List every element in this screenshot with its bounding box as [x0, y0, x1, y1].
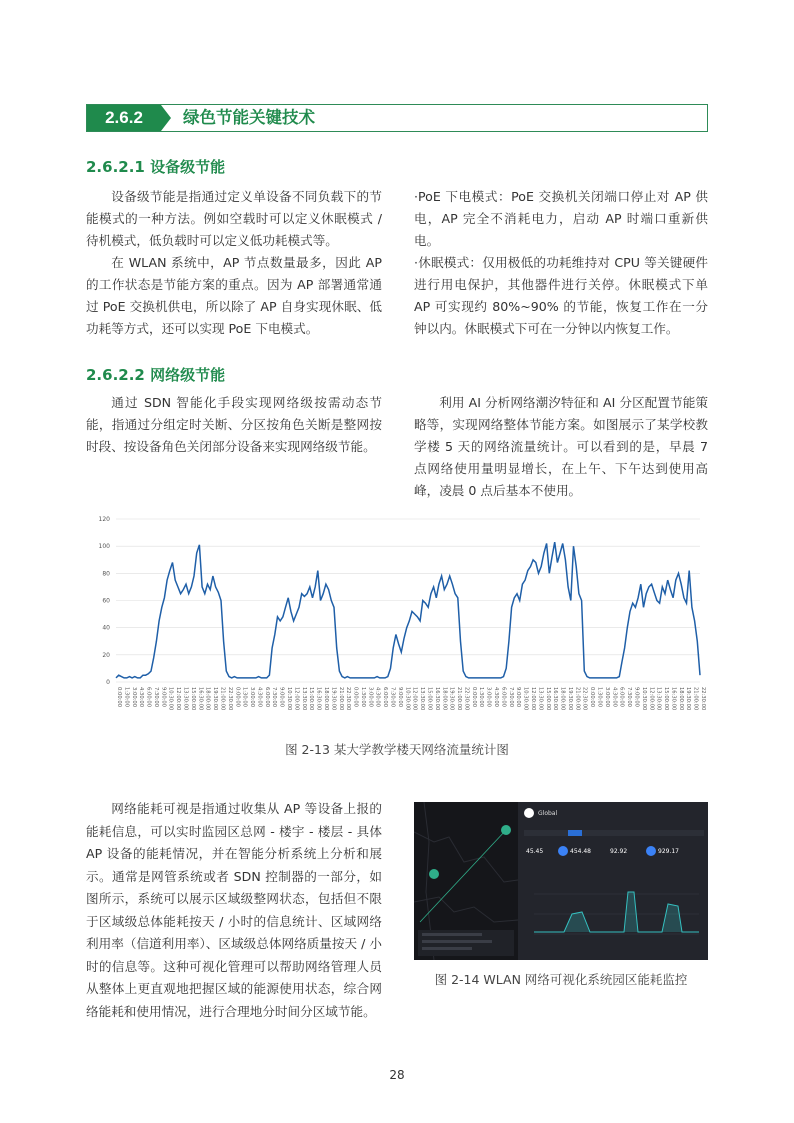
x-tick-label: 18:00:00 — [322, 687, 329, 711]
stat-4: 929.17 — [658, 848, 679, 855]
stat-icon — [646, 846, 656, 856]
logo-icon — [524, 808, 534, 818]
y-tick-label: 80 — [102, 570, 110, 578]
section-heading — [86, 104, 708, 132]
device-left-column — [86, 186, 382, 340]
series-line — [116, 542, 700, 678]
visualization-paragraph — [86, 798, 382, 1023]
x-tick-label: 19:30:00 — [566, 687, 573, 711]
x-tick-label: 13:30:00 — [419, 687, 426, 711]
x-tick-label: 4:30:00 — [256, 687, 263, 707]
x-tick-label: 7:30:00 — [152, 687, 159, 707]
x-tick-label: 0:00:00 — [470, 687, 477, 707]
x-tick-label: 9:00:00 — [515, 687, 522, 707]
x-tick-label: 16:30:00 — [670, 687, 677, 711]
x-tick-label: 12:00:00 — [411, 687, 418, 711]
x-tick-label: 10:30:00 — [167, 687, 174, 711]
x-tick-label: 22:30:00 — [700, 687, 706, 711]
paragraph: 网络能耗可视是指通过收集从 AP 等设备上报的能耗信息，可以实时监园区总网 - 楼宇 - 楼层 - 具体 AP 设备的能耗情况，并在智能分析系统上分析和展示。通常是网管系统或者 SDN 控制器的一部分，如图所示，系统可以展示区域级整网状态，包括但不限于区域级总体能耗按天 / 小时的信息统计、区域网络利用率（信道利用率）、区域级总体网络质量按天 / 小时的信息等。这种可视化管理可以帮助网络管理人员从整体上更直观地把握区域的能源使用状态，综合网络能耗和使用情况，进行合理地分时间分区域节能。 — [86, 801, 382, 1019]
network-left-column — [86, 392, 382, 458]
paragraph: 利用 AI 分析网络潮汐特征和 AI 分区配置节能策略等，实现网络整体节能方案。如图展示了某学校教学楼 5 天的网络流量统计。可以看到的是，早晨 7 点网络使用量明显增长，在上午、下午达到使用高峰，凌晨 0 点后基本不使用。 — [414, 395, 708, 498]
x-tick-label: 4:30:00 — [493, 687, 500, 707]
x-tick-label: 7:30:00 — [389, 687, 396, 707]
x-tick-label: 6:00:00 — [382, 687, 389, 707]
x-tick-label: 21:00:00 — [219, 687, 226, 711]
x-tick-label: 16:30:00 — [433, 687, 440, 711]
figure-14-caption: 图 2-14 WLAN 网络可视化系统园区能耗监控 — [434, 972, 688, 987]
x-tick-label: 10:30:00 — [286, 687, 293, 711]
x-tick-label: 18:00:00 — [441, 687, 448, 711]
y-tick-label: 100 — [98, 543, 110, 551]
x-tick-label: 22:30:00 — [463, 687, 470, 711]
x-tick-label: 10:30:00 — [404, 687, 411, 711]
map-node-icon — [501, 825, 511, 835]
subsection-title-network: 2.6.2.2 网络级节能 — [86, 366, 226, 384]
stat-icon — [558, 846, 568, 856]
map-node-icon — [429, 869, 439, 879]
x-tick-label: 3:00:00 — [249, 687, 256, 707]
y-tick-label: 40 — [102, 624, 110, 632]
section-number: 2.6.2 — [87, 105, 161, 131]
x-tick-label: 3:00:00 — [603, 687, 610, 707]
x-tick-label: 18:00:00 — [559, 687, 566, 711]
x-tick-label: 4:30:00 — [374, 687, 381, 707]
x-tick-label: 1:30:00 — [241, 687, 248, 707]
x-tick-label: 22:30:00 — [345, 687, 352, 711]
map-graphic — [414, 802, 518, 960]
x-tick-label: 18:00:00 — [677, 687, 684, 711]
x-tick-label: 3:00:00 — [485, 687, 492, 707]
x-tick-label: 4:30:00 — [611, 687, 618, 707]
x-tick-label: 12:00:00 — [293, 687, 300, 711]
x-tick-label: 15:00:00 — [544, 687, 551, 711]
y-tick-label: 20 — [102, 651, 110, 659]
x-tick-label: 7:30:00 — [507, 687, 514, 707]
x-tick-label: 0:00:00 — [116, 687, 122, 707]
active-tab[interactable] — [568, 830, 582, 836]
x-tick-label: 0:00:00 — [352, 687, 359, 707]
network-right-column — [414, 392, 708, 502]
x-tick-label: 6:00:00 — [500, 687, 507, 707]
section-title: 绿色节能关键技术 — [183, 108, 315, 127]
x-tick-label: 21:00:00 — [574, 687, 581, 711]
stat-3: 92.92 — [610, 848, 628, 855]
x-tick-label: 13:30:00 — [300, 687, 307, 711]
x-tick-label: 15:00:00 — [426, 687, 433, 711]
x-tick-label: 15:00:00 — [189, 687, 196, 711]
y-tick-label: 0 — [106, 679, 110, 686]
x-tick-label: 9:00:00 — [160, 687, 167, 707]
x-tick-label: 0:00:00 — [589, 687, 596, 707]
x-tick-label: 9:00:00 — [278, 687, 285, 707]
x-tick-label: 1:30:00 — [596, 687, 603, 707]
y-tick-label: 60 — [102, 597, 110, 605]
device-right-column — [414, 186, 708, 340]
figure-13-caption: 图 2-13 某大学教学楼天网络流量统计图 — [285, 742, 509, 757]
x-tick-label: 0:00:00 — [234, 687, 241, 707]
x-tick-label: 15:00:00 — [663, 687, 670, 711]
x-tick-label: 1:30:00 — [359, 687, 366, 707]
traffic-chart — [86, 497, 708, 735]
x-tick-label: 6:00:00 — [145, 687, 152, 707]
x-tick-label: 22:30:00 — [581, 687, 588, 711]
dashboard-map — [414, 802, 518, 960]
x-tick-label: 13:30:00 — [537, 687, 544, 711]
x-tick-label: 16:30:00 — [552, 687, 559, 711]
stat-2: 454.48 — [570, 848, 591, 855]
x-tick-label: 13:30:00 — [182, 687, 189, 711]
x-tick-label: 7:30:00 — [626, 687, 633, 707]
x-tick-label: 16:30:00 — [197, 687, 204, 711]
y-tick-label: 120 — [98, 516, 110, 523]
x-tick-label: 19:30:00 — [448, 687, 455, 711]
subsection-title-device: 2.6.2.1 设备级节能 — [86, 158, 226, 176]
x-tick-label: 1:30:00 — [123, 687, 130, 707]
x-tick-label: 9:00:00 — [396, 687, 403, 707]
page-number: 28 — [389, 1068, 405, 1082]
x-tick-label: 7:30:00 — [271, 687, 278, 707]
x-tick-label: 3:00:00 — [130, 687, 137, 707]
dashboard-mini-chart — [524, 874, 704, 944]
paragraph: 设备级节能是指通过定义单设备不同负载下的节能模式的一种方法。例如空载时可以定义休眠模式 / 待机模式，低负载时可以定义低功耗模式等。 — [86, 189, 382, 248]
x-tick-label: 21:00:00 — [456, 687, 463, 711]
x-tick-label: 18:00:00 — [204, 687, 211, 711]
traffic-line-chart — [86, 497, 708, 735]
x-tick-label: 15:00:00 — [308, 687, 315, 711]
x-tick-label: 22:30:00 — [226, 687, 233, 711]
energy-dashboard-screenshot — [414, 802, 708, 960]
x-tick-label: 9:00:00 — [633, 687, 640, 707]
x-tick-label: 3:00:00 — [367, 687, 374, 707]
x-tick-label: 1:30:00 — [478, 687, 485, 707]
x-tick-label: 12:00:00 — [175, 687, 182, 711]
x-tick-label: 12:00:00 — [648, 687, 655, 711]
x-tick-label: 12:00:00 — [529, 687, 536, 711]
x-tick-label: 6:00:00 — [263, 687, 270, 707]
x-tick-label: 6:00:00 — [618, 687, 625, 707]
dashboard-title: Global — [538, 810, 558, 817]
x-tick-label: 19:30:00 — [212, 687, 219, 711]
x-tick-label: 21:00:00 — [337, 687, 344, 711]
x-tick-label: 13:30:00 — [655, 687, 662, 711]
stat-1: 45.45 — [526, 848, 544, 855]
paragraph: ·PoE 下电模式：PoE 交换机关闭端口停止对 AP 供电，AP 完全不消耗电力，启动 AP 时端口重新供电。 — [414, 189, 708, 248]
paragraph: 通过 SDN 智能化手段实现网络级按需动态节能，指通过分组定时关断、分区按角色关断是整网按时段、按设备角色关闭部分设备来实现网络级节能。 — [86, 395, 382, 454]
x-tick-label: 16:30:00 — [315, 687, 322, 711]
paragraph: ·休眠模式：仅用极低的功耗维持对 CPU 等关键硬件进行用电保护，其他器件进行关停。休眠模式下单 AP 可实现约 80%~90% 的节能，恢复工作在一分钟以内。休眠模式下可在一分钟以内恢复工作。 — [414, 255, 708, 336]
x-tick-label: 4:30:00 — [138, 687, 145, 707]
x-tick-label: 10:30:00 — [640, 687, 647, 711]
x-tick-label: 19:30:00 — [685, 687, 692, 711]
x-tick-label: 21:00:00 — [692, 687, 699, 711]
x-tick-label: 10:30:00 — [522, 687, 529, 711]
x-tick-label: 19:30:00 — [330, 687, 337, 711]
dashboard-panel — [518, 802, 708, 960]
section-arrow — [161, 105, 171, 131]
paragraph: 在 WLAN 系统中，AP 节点数量最多，因此 AP 的工作状态是节能方案的重点。因为 AP 部署通常通过 PoE 交换机供电，所以除了 AP 自身实现休眠、低功耗等方式，还可以实现 PoE 下电模式。 — [86, 255, 382, 336]
